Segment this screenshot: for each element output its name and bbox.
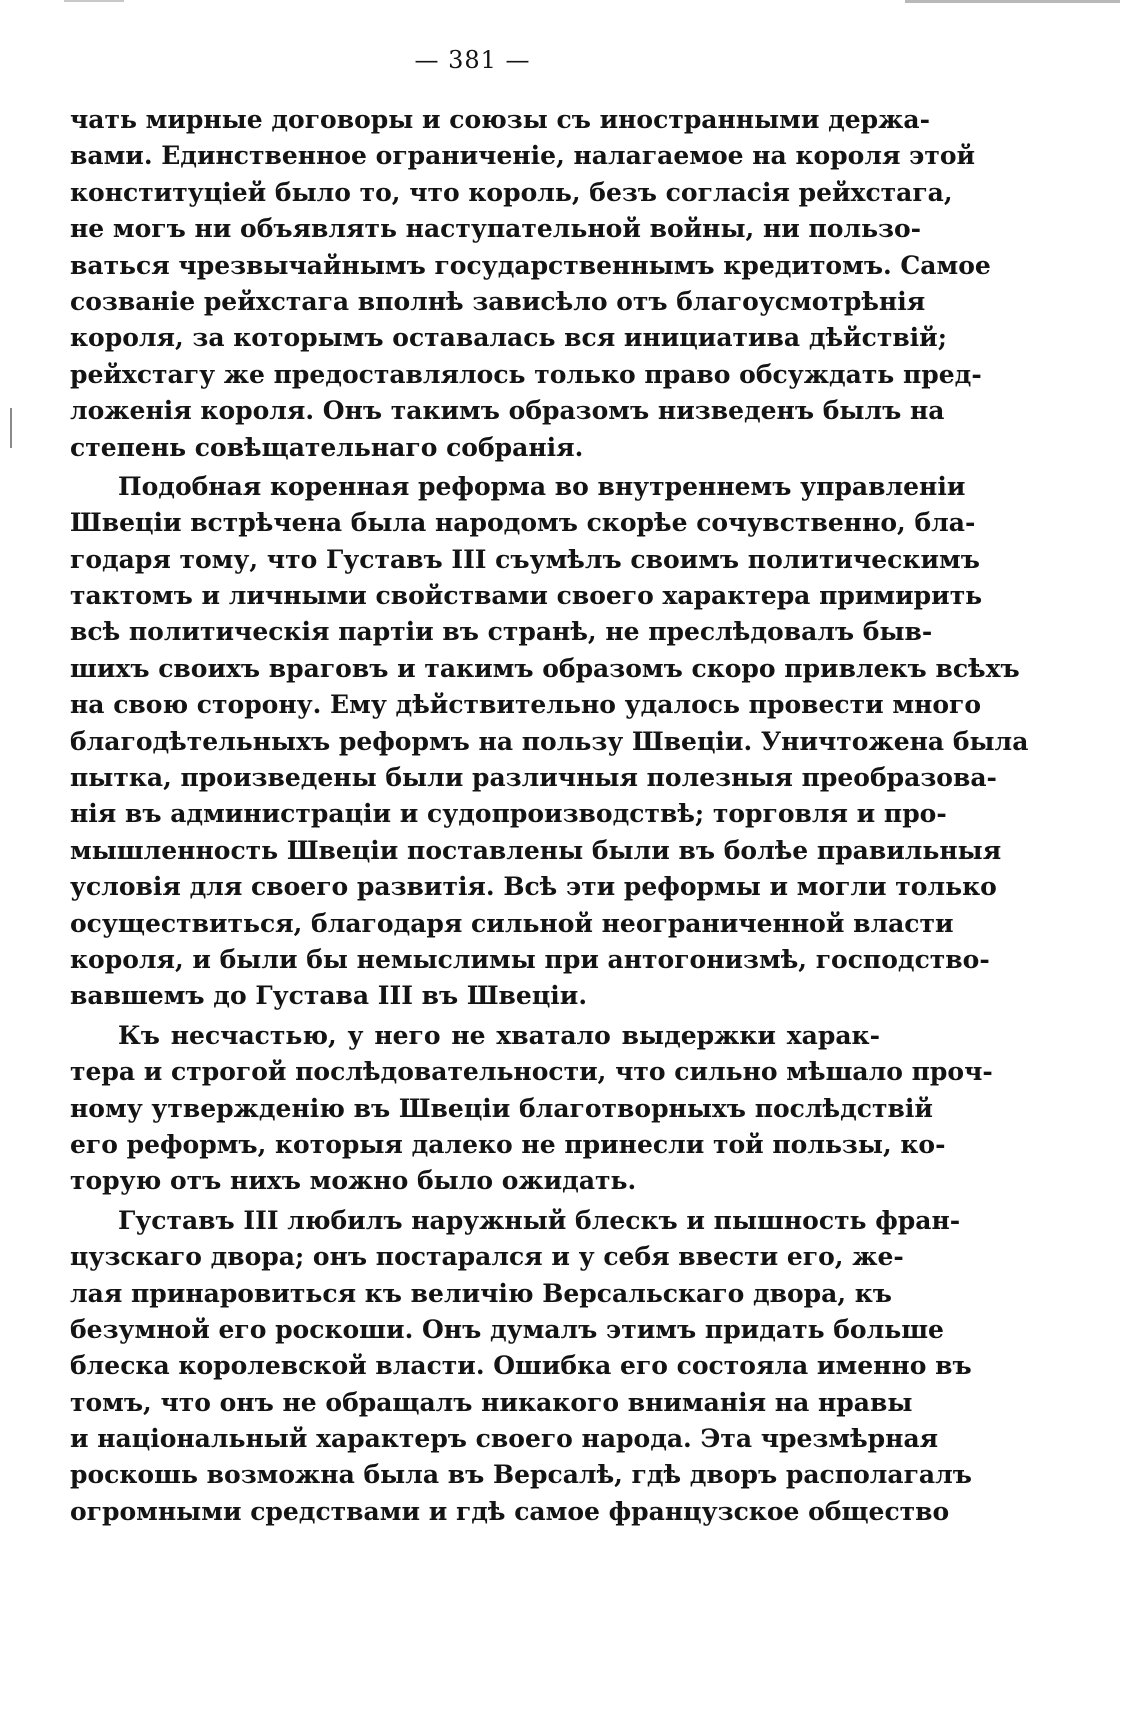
- paragraph: [70, 102, 991, 466]
- scan-edge-top: [905, 0, 1120, 3]
- text-line: пытка, произведены были различныя полезныя преобразова-: [70, 763, 997, 793]
- text-line: мышленность Швеціи поставлены были въ болѣе правильныя: [70, 835, 1002, 865]
- text-line: нія въ администраціи и судопроизводствѣ; торговля и про-: [70, 799, 947, 829]
- text-line: ному утвержденію въ Швеціи благотворныхъ послѣдствій: [70, 1093, 933, 1123]
- text-line: короля, за которымъ оставалась вся инициатива дѣйствій;: [70, 323, 947, 353]
- text-line: Къ несчастью, у него не хватало выдержки харак-: [118, 1020, 880, 1050]
- margin-mark: [10, 408, 12, 448]
- text-line: цузскаго двора; онъ постарался и у себя ввести его, же-: [70, 1242, 904, 1272]
- text-line: шихъ своихъ враговъ и такимъ образомъ скоро привлекъ всѣхъ: [70, 653, 1020, 683]
- text-line: его реформъ, которыя далеко не принесли той пользы, ко-: [70, 1129, 946, 1159]
- text-line: рейхстагу же предоставлялось только право обсуждать пред-: [70, 359, 982, 389]
- scan-edge-left: [64, 0, 124, 2]
- text-line: условія для своего развитія. Всѣ эти реформы и могли только: [70, 872, 997, 902]
- text-line: безумной его роскоши. Онъ думалъ этимъ придать больше: [70, 1314, 944, 1344]
- text-line: томъ, что онъ не обращалъ никакого вниманія на нравы: [70, 1387, 913, 1417]
- text-line: на свою сторону. Ему дѣйствительно удалось провести много: [70, 690, 982, 720]
- text-line: вавшемъ до Густава III въ Швеціи.: [70, 981, 588, 1011]
- text-line: короля, и были бы немыслимы при антогонизмѣ, господство-: [70, 944, 990, 974]
- text-line: степень совѣщательнаго собранія.: [70, 432, 584, 462]
- text-line: Подобная коренная реформа во внутреннемъ управленіи: [118, 471, 966, 501]
- text-line: не могъ ни объявлять наступательной войны, ни пользо-: [70, 214, 922, 244]
- text-line: ложенія короля. Онъ такимъ образомъ низведенъ былъ на: [70, 396, 945, 426]
- text-line: годаря тому, что Густавъ III съумѣлъ своимъ политическимъ: [70, 544, 980, 574]
- text-line: всѣ политическія партіи въ странѣ, не преслѣдовалъ быв-: [70, 617, 933, 647]
- text-line: и національный характеръ своего народа. Эта чрезмѣрная: [70, 1424, 939, 1454]
- paragraph: [70, 469, 1029, 1015]
- page-number: — 381 —: [414, 46, 531, 74]
- text-line: созваніе рейхстага вполнѣ зависѣло отъ благоусмотрѣнія: [70, 286, 926, 316]
- paragraph: [70, 1018, 993, 1200]
- paragraph: [70, 1203, 972, 1531]
- text-line: роскошь возможна была въ Версалѣ, гдѣ дворъ располагалъ: [70, 1460, 972, 1490]
- text-line: блеска королевской власти. Ошибка его состояла именно въ: [70, 1351, 972, 1381]
- text-line: ваться чрезвычайнымъ государственнымъ кредитомъ. Самое: [70, 250, 991, 280]
- text-line: лая принаровиться къ величію Версальскаго двора, къ: [70, 1278, 892, 1308]
- text-line: Швеціи встрѣчена была народомъ скорѣе сочувственно, бла-: [70, 508, 976, 538]
- text-line: конституціей было то, что король, безъ согласія рейхстага,: [70, 177, 953, 207]
- text-line: благодѣтельныхъ реформъ на пользу Швеціи. Уничтожена была: [70, 726, 1029, 756]
- text-line: осуществиться, благодаря сильной неограниченной власти: [70, 908, 954, 938]
- text-line: тера и строгой послѣдовательности, что сильно мѣшало проч-: [70, 1057, 993, 1087]
- text-line: Густавъ III любилъ наружный блескъ и пышность фран-: [118, 1205, 961, 1235]
- text-line: вами. Единственное ограниченіе, налагаемое на короля этой: [70, 141, 976, 171]
- text-line: чать мирные договоры и союзы съ иностранными держа-: [70, 105, 930, 134]
- body-text: [70, 102, 1029, 1530]
- text-line: огромными средствами и гдѣ самое французское общество: [70, 1496, 950, 1526]
- text-line: торую отъ нихъ можно было ожидать.: [70, 1166, 637, 1196]
- text-line: тактомъ и личными свойствами своего характера примирить: [70, 581, 983, 611]
